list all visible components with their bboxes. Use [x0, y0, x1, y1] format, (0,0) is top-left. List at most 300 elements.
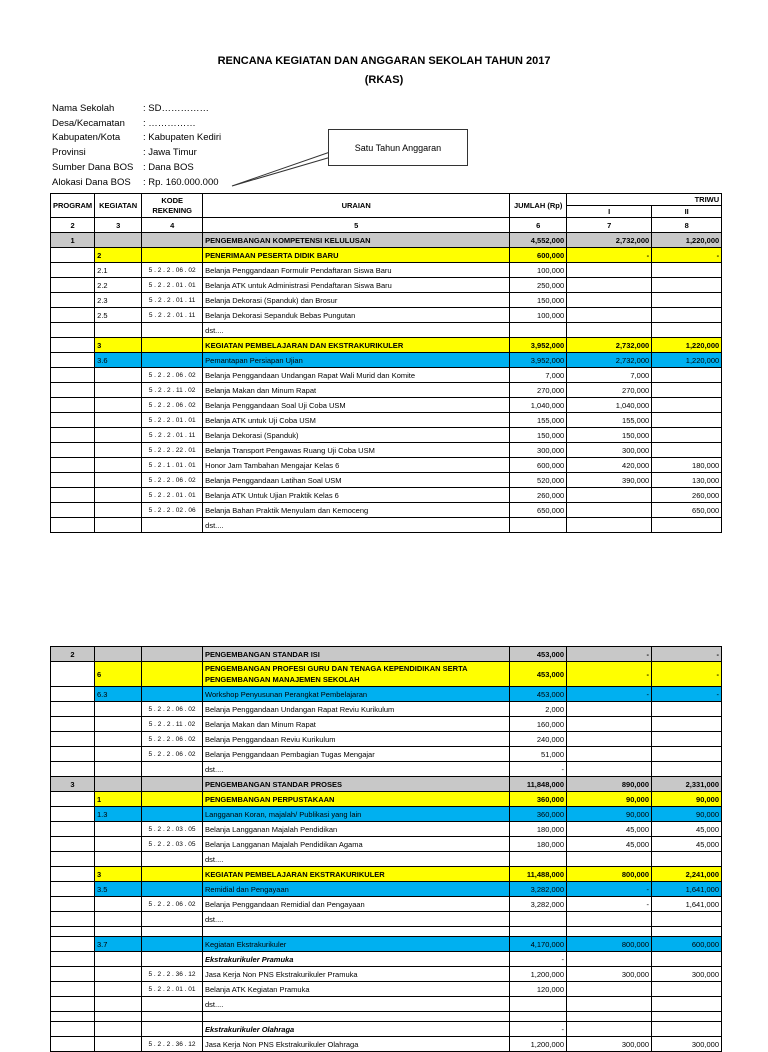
cell-kegiatan: [95, 413, 142, 428]
cell-uraian: [203, 927, 510, 937]
cell-kode-rekening: 5 . 2 . 2 . 06 . 02: [142, 263, 203, 278]
cell-jumlah: 453,000: [510, 687, 567, 702]
cell-uraian: Belanja Penggandaan Formulir Pendaftaran Siswa Baru: [203, 263, 510, 278]
cell-uraian: PENERIMAAN PESERTA DIDIK BARU: [203, 248, 510, 263]
cell-tw2: 45,000: [652, 837, 722, 852]
col-number: 5: [203, 218, 510, 233]
col-tw1: I: [567, 206, 652, 218]
cell-kode-rekening: 5 . 2 . 2 . 02 . 06: [142, 503, 203, 518]
cell-tw2: 2,331,000: [652, 777, 722, 792]
cell-program: [51, 308, 95, 323]
cell-tw2: -: [652, 687, 722, 702]
cell-program: [51, 882, 95, 897]
col-number: 2: [51, 218, 95, 233]
info-value: : Kabupaten Kediri: [143, 132, 222, 143]
info-value: : ……………: [143, 118, 196, 129]
table-row: [51, 1037, 722, 1052]
cell-program: [51, 717, 95, 732]
cell-tw2: [652, 398, 722, 413]
cell-uraian: KEGIATAN PEMBELAJARAN EKSTRAKURIKULER: [203, 867, 510, 882]
cell-uraian: Belanja Penggandaan Soal Uji Coba USM: [203, 398, 510, 413]
cell-program: [51, 747, 95, 762]
cell-program: [51, 867, 95, 882]
cell-uraian: Workshop Penyusunan Perangkat Pembelajaran: [203, 687, 510, 702]
cell-kegiatan: 2.5: [95, 308, 142, 323]
cell-uraian: Ekstrakurikuler Olahraga: [203, 1022, 510, 1037]
cell-kode-rekening: 5 . 2 . 2 . 06 . 02: [142, 368, 203, 383]
cell-program: [51, 852, 95, 867]
cell-uraian: Belanja Penggandaan Undangan Rapat Reviu Kurikulum: [203, 702, 510, 717]
col-kegiatan: KEGIATAN: [95, 194, 142, 218]
cell-jumlah: 3,952,000: [510, 338, 567, 353]
cell-uraian: Belanja Dekorasi Sepanduk Bebas Pungutan: [203, 308, 510, 323]
info-value: : SD……………: [143, 103, 209, 114]
cell-kegiatan: 2.3: [95, 293, 142, 308]
cell-jumlah: [510, 323, 567, 338]
cell-tw2: [652, 383, 722, 398]
table-row: [51, 927, 722, 937]
cell-tw2: 90,000: [652, 792, 722, 807]
col-number: 4: [142, 218, 203, 233]
cell-jumlah: 2,000: [510, 702, 567, 717]
table-row: [51, 912, 722, 927]
cell-tw2: 300,000: [652, 967, 722, 982]
cell-jumlah: 120,000: [510, 982, 567, 997]
cell-jumlah: 3,952,000: [510, 353, 567, 368]
cell-program: [51, 662, 95, 687]
cell-kegiatan: 6: [95, 662, 142, 687]
cell-tw1: 2,732,000: [567, 233, 652, 248]
cell-kode-rekening: [142, 852, 203, 867]
cell-program: [51, 428, 95, 443]
table-row: [51, 897, 722, 912]
cell-kegiatan: 3.6: [95, 353, 142, 368]
info-value: : Rp. 160.000.000: [143, 177, 219, 188]
cell-program: [51, 458, 95, 473]
cell-tw2: -: [652, 248, 722, 263]
cell-kegiatan: [95, 927, 142, 937]
table-row: [51, 488, 722, 503]
table-row: [51, 837, 722, 852]
cell-kode-rekening: 5 . 2 . 2 . 36 . 12: [142, 967, 203, 982]
cell-jumlah: 3,282,000: [510, 897, 567, 912]
cell-kegiatan: [95, 747, 142, 762]
cell-uraian: PENGEMBANGAN PERPUSTAKAAN: [203, 792, 510, 807]
cell-program: 1: [51, 233, 95, 248]
info-label: Provinsi: [52, 147, 86, 158]
cell-tw2: [652, 323, 722, 338]
table-row: [51, 792, 722, 807]
cell-tw2: [652, 308, 722, 323]
cell-tw2: [652, 263, 722, 278]
table-row: [51, 732, 722, 747]
info-label: Desa/Kecamatan: [52, 118, 125, 129]
cell-jumlah: 150,000: [510, 428, 567, 443]
cell-kode-rekening: [142, 233, 203, 248]
cell-program: [51, 1037, 95, 1052]
table-row: [51, 747, 722, 762]
cell-tw1: [567, 293, 652, 308]
col-jumlah: JUMLAH (Rp): [510, 194, 567, 218]
cell-program: [51, 383, 95, 398]
cell-kode-rekening: 5 . 2 . 1 . 01 . 01: [142, 458, 203, 473]
cell-program: [51, 263, 95, 278]
cell-jumlah: 360,000: [510, 792, 567, 807]
cell-kode-rekening: 5 . 2 . 2 . 06 . 02: [142, 747, 203, 762]
cell-tw1: [567, 1012, 652, 1022]
cell-kegiatan: 6.3: [95, 687, 142, 702]
cell-kode-rekening: [142, 338, 203, 353]
cell-tw2: [652, 702, 722, 717]
table-row: [51, 458, 722, 473]
cell-uraian: Belanja ATK Kegiatan Pramuka: [203, 982, 510, 997]
cell-program: [51, 293, 95, 308]
cell-uraian: dst....: [203, 762, 510, 777]
cell-kegiatan: [95, 233, 142, 248]
cell-tw1: 890,000: [567, 777, 652, 792]
cell-tw1: -: [567, 687, 652, 702]
cell-kode-rekening: [142, 777, 203, 792]
cell-tw1: [567, 308, 652, 323]
cell-uraian: [203, 1012, 510, 1022]
cell-jumlah: [510, 852, 567, 867]
cell-tw2: [652, 982, 722, 997]
cell-kode-rekening: [142, 762, 203, 777]
cell-kode-rekening: 5 . 2 . 2 . 11 . 02: [142, 717, 203, 732]
table-row: [51, 368, 722, 383]
cell-tw2: [652, 997, 722, 1012]
cell-tw1: [567, 263, 652, 278]
table-row: [51, 323, 722, 338]
table-row: [51, 518, 722, 533]
cell-uraian: Belanja Makan dan Minum Rapat: [203, 717, 510, 732]
cell-kegiatan: 2.1: [95, 263, 142, 278]
table-row: [51, 702, 722, 717]
cell-kode-rekening: [142, 353, 203, 368]
cell-tw1: -: [567, 248, 652, 263]
cell-tw2: [652, 762, 722, 777]
cell-tw2: [652, 732, 722, 747]
cell-tw1: [567, 323, 652, 338]
table-row: [51, 937, 722, 952]
table-row: [51, 867, 722, 882]
cell-uraian: Belanja Penggandaan Remidial dan Pengayaan: [203, 897, 510, 912]
cell-program: [51, 792, 95, 807]
cell-tw1: -: [567, 662, 652, 687]
cell-jumlah: 51,000: [510, 747, 567, 762]
table-row: [51, 278, 722, 293]
cell-uraian: Remidial dan Pengayaan: [203, 882, 510, 897]
cell-tw1: [567, 982, 652, 997]
cell-jumlah: [510, 518, 567, 533]
cell-uraian: Belanja Langganan Majalah Pendidikan Agama: [203, 837, 510, 852]
cell-kode-rekening: 5 . 2 . 2 . 01 . 11: [142, 308, 203, 323]
cell-kode-rekening: 5 . 2 . 2 . 01 . 01: [142, 982, 203, 997]
cell-kegiatan: [95, 428, 142, 443]
cell-uraian: KEGIATAN PEMBELAJARAN DAN EKSTRAKURIKULER: [203, 338, 510, 353]
cell-tw1: -: [567, 647, 652, 662]
cell-uraian: Honor Jam Tambahan Mengajar Kelas 6: [203, 458, 510, 473]
cell-tw1: 90,000: [567, 792, 652, 807]
cell-uraian: Belanja Penggandaan Undangan Rapat Wali Murid dan Komite: [203, 368, 510, 383]
cell-kegiatan: [95, 518, 142, 533]
cell-uraian: dst....: [203, 518, 510, 533]
cell-uraian: dst....: [203, 852, 510, 867]
cell-kegiatan: [95, 732, 142, 747]
cell-uraian: [203, 662, 510, 687]
cell-uraian: Belanja Penggandaan Pembagian Tugas Mengajar: [203, 747, 510, 762]
cell-kegiatan: [95, 323, 142, 338]
cell-kode-rekening: 5 . 2 . 2 . 11 . 02: [142, 383, 203, 398]
cell-tw2: [652, 1012, 722, 1022]
cell-uraian: Pemantapan Persiapan Ujian: [203, 353, 510, 368]
cell-kegiatan: [95, 717, 142, 732]
cell-kode-rekening: [142, 792, 203, 807]
cell-program: [51, 398, 95, 413]
cell-tw2: [652, 518, 722, 533]
cell-tw1: 1,040,000: [567, 398, 652, 413]
cell-tw2: 260,000: [652, 488, 722, 503]
cell-tw2: 1,220,000: [652, 233, 722, 248]
col-triwulan: TRIWU: [567, 194, 722, 206]
cell-jumlah: 1,200,000: [510, 967, 567, 982]
cell-jumlah: -: [510, 762, 567, 777]
cell-uraian: Belanja Dekorasi (Spanduk): [203, 428, 510, 443]
cell-uraian: Belanja Penggandaan Reviu Kurikulum: [203, 732, 510, 747]
cell-tw1: [567, 927, 652, 937]
cell-jumlah: 600,000: [510, 248, 567, 263]
cell-kode-rekening: [142, 518, 203, 533]
cell-tw1: [567, 518, 652, 533]
cell-kegiatan: [95, 837, 142, 852]
cell-program: [51, 278, 95, 293]
cell-tw2: [652, 747, 722, 762]
cell-kegiatan: [95, 1037, 142, 1052]
table-row: [51, 777, 722, 792]
table-row: [51, 967, 722, 982]
cell-uraian: Belanja Langganan Majalah Pendidikan: [203, 822, 510, 837]
cell-kode-rekening: 5 . 2 . 2 . 01 . 11: [142, 293, 203, 308]
col-number: 8: [652, 218, 722, 233]
cell-kegiatan: 2.2: [95, 278, 142, 293]
cell-tw1: 420,000: [567, 458, 652, 473]
table-row: [51, 413, 722, 428]
cell-program: [51, 338, 95, 353]
cell-tw1: [567, 997, 652, 1012]
cell-tw1: [567, 762, 652, 777]
cell-jumlah: 453,000: [510, 662, 567, 687]
cell-jumlah: 520,000: [510, 473, 567, 488]
cell-kode-rekening: 5 . 2 . 2 . 06 . 02: [142, 897, 203, 912]
cell-program: [51, 413, 95, 428]
table-row: [51, 473, 722, 488]
cell-tw1: 270,000: [567, 383, 652, 398]
table-row: [51, 882, 722, 897]
col-number: 7: [567, 218, 652, 233]
cell-tw1: 90,000: [567, 807, 652, 822]
cell-program: 2: [51, 647, 95, 662]
cell-program: [51, 503, 95, 518]
cell-tw2: -: [652, 647, 722, 662]
cell-uraian: PENGEMBANGAN KOMPETENSI KELULUSAN: [203, 233, 510, 248]
cell-jumlah: 7,000: [510, 368, 567, 383]
callout-box: Satu Tahun Anggaran: [328, 129, 468, 166]
cell-kode-rekening: [142, 662, 203, 687]
col-program: PROGRAM: [51, 194, 95, 218]
cell-program: [51, 952, 95, 967]
cell-jumlah: [510, 1012, 567, 1022]
cell-tw1: 45,000: [567, 822, 652, 837]
table-row: [51, 982, 722, 997]
cell-kegiatan: [95, 822, 142, 837]
cell-tw1: [567, 912, 652, 927]
budget-table-2: [50, 646, 722, 1052]
table-row: [51, 503, 722, 518]
cell-kode-rekening: [142, 882, 203, 897]
cell-tw1: 2,732,000: [567, 338, 652, 353]
table-row: [51, 822, 722, 837]
cell-kode-rekening: 5 . 2 . 2 . 22 . 01: [142, 443, 203, 458]
table-row: [51, 233, 722, 248]
table-row: [51, 338, 722, 353]
cell-program: [51, 732, 95, 747]
cell-jumlah: 300,000: [510, 443, 567, 458]
cell-jumlah: 160,000: [510, 717, 567, 732]
cell-kode-rekening: [142, 927, 203, 937]
cell-jumlah: 270,000: [510, 383, 567, 398]
table-row: [51, 293, 722, 308]
cell-kegiatan: [95, 647, 142, 662]
cell-tw2: 2,241,000: [652, 867, 722, 882]
uraian-line: PENGEMBANGAN PROFESI GURU DAN TENAGA KEPENDIDIKAN SERTA: [205, 664, 468, 673]
cell-kode-rekening: [142, 248, 203, 263]
table-row: [51, 952, 722, 967]
col-tw2: II: [652, 206, 722, 218]
table-row: [51, 248, 722, 263]
table-row: [51, 443, 722, 458]
table-row: [51, 383, 722, 398]
cell-uraian: Belanja ATK Untuk Ujian Praktik Kelas 6: [203, 488, 510, 503]
cell-tw1: [567, 488, 652, 503]
cell-kode-rekening: 5 . 2 . 2 . 01 . 11: [142, 428, 203, 443]
cell-kegiatan: 3: [95, 338, 142, 353]
cell-kegiatan: [95, 473, 142, 488]
cell-tw1: 300,000: [567, 443, 652, 458]
cell-tw1: -: [567, 897, 652, 912]
info-label: Nama Sekolah: [52, 103, 115, 114]
cell-program: [51, 912, 95, 927]
cell-kegiatan: [95, 967, 142, 982]
cell-program: [51, 1012, 95, 1022]
cell-kode-rekening: [142, 1012, 203, 1022]
cell-kegiatan: [95, 777, 142, 792]
cell-tw2: 90,000: [652, 807, 722, 822]
cell-program: [51, 897, 95, 912]
cell-tw2: [652, 413, 722, 428]
info-label: Sumber Dana BOS: [52, 162, 134, 173]
cell-tw2: 650,000: [652, 503, 722, 518]
table-row: [51, 807, 722, 822]
cell-jumlah: -: [510, 952, 567, 967]
table-row: [51, 428, 722, 443]
cell-kegiatan: [95, 398, 142, 413]
cell-tw2: [652, 952, 722, 967]
cell-kegiatan: [95, 852, 142, 867]
cell-tw2: [652, 278, 722, 293]
cell-tw2: [652, 717, 722, 732]
table-row: [51, 1012, 722, 1022]
table-row: [51, 762, 722, 777]
cell-tw2: 130,000: [652, 473, 722, 488]
cell-tw2: 1,220,000: [652, 353, 722, 368]
cell-uraian: Belanja Transport Pengawas Ruang Uji Coba USM: [203, 443, 510, 458]
cell-tw1: [567, 747, 652, 762]
budget-table-1: [50, 193, 722, 533]
cell-kegiatan: [95, 458, 142, 473]
cell-kode-rekening: [142, 867, 203, 882]
cell-kegiatan: 1: [95, 792, 142, 807]
cell-tw1: [567, 952, 652, 967]
info-value: : Jawa Timur: [143, 147, 197, 158]
cell-uraian: Belanja ATK untuk Uji Coba USM: [203, 413, 510, 428]
info-label: Alokasi Dana BOS: [52, 177, 131, 188]
cell-kegiatan: 3.5: [95, 882, 142, 897]
cell-tw1: 45,000: [567, 837, 652, 852]
cell-tw1: [567, 852, 652, 867]
cell-kode-rekening: [142, 807, 203, 822]
col-kode-rekening: KODE REKENING: [142, 194, 203, 218]
cell-program: [51, 323, 95, 338]
cell-tw2: [652, 927, 722, 937]
cell-program: [51, 967, 95, 982]
cell-kode-rekening: [142, 997, 203, 1012]
cell-kegiatan: [95, 702, 142, 717]
cell-uraian: Belanja Makan dan Minum Rapat: [203, 383, 510, 398]
cell-jumlah: 600,000: [510, 458, 567, 473]
cell-program: [51, 807, 95, 822]
cell-kegiatan: 3.7: [95, 937, 142, 952]
cell-jumlah: 11,848,000: [510, 777, 567, 792]
info-value: : Dana BOS: [143, 162, 194, 173]
cell-tw1: [567, 732, 652, 747]
cell-tw1: 155,000: [567, 413, 652, 428]
cell-kode-rekening: 5 . 2 . 2 . 01 . 01: [142, 488, 203, 503]
cell-uraian: dst....: [203, 997, 510, 1012]
cell-jumlah: [510, 927, 567, 937]
cell-uraian: Kegiatan Ekstrakurikuler: [203, 937, 510, 952]
cell-kegiatan: [95, 488, 142, 503]
cell-kode-rekening: 5 . 2 . 2 . 36 . 12: [142, 1037, 203, 1052]
cell-program: [51, 368, 95, 383]
cell-jumlah: [510, 912, 567, 927]
cell-kode-rekening: 5 . 2 . 2 . 03 . 05: [142, 822, 203, 837]
cell-tw2: 1,641,000: [652, 897, 722, 912]
cell-jumlah: 180,000: [510, 837, 567, 852]
cell-jumlah: 250,000: [510, 278, 567, 293]
cell-tw2: [652, 428, 722, 443]
cell-kode-rekening: [142, 937, 203, 952]
cell-tw2: 45,000: [652, 822, 722, 837]
cell-tw2: 1,220,000: [652, 338, 722, 353]
cell-kegiatan: [95, 982, 142, 997]
cell-jumlah: 360,000: [510, 807, 567, 822]
cell-program: [51, 687, 95, 702]
cell-uraian: Belanja Bahan Praktik Menyulam dan Kemoceng: [203, 503, 510, 518]
cell-program: [51, 473, 95, 488]
cell-uraian: PENGEMBANGAN STANDAR ISI: [203, 647, 510, 662]
cell-jumlah: 260,000: [510, 488, 567, 503]
cell-tw2: 600,000: [652, 937, 722, 952]
